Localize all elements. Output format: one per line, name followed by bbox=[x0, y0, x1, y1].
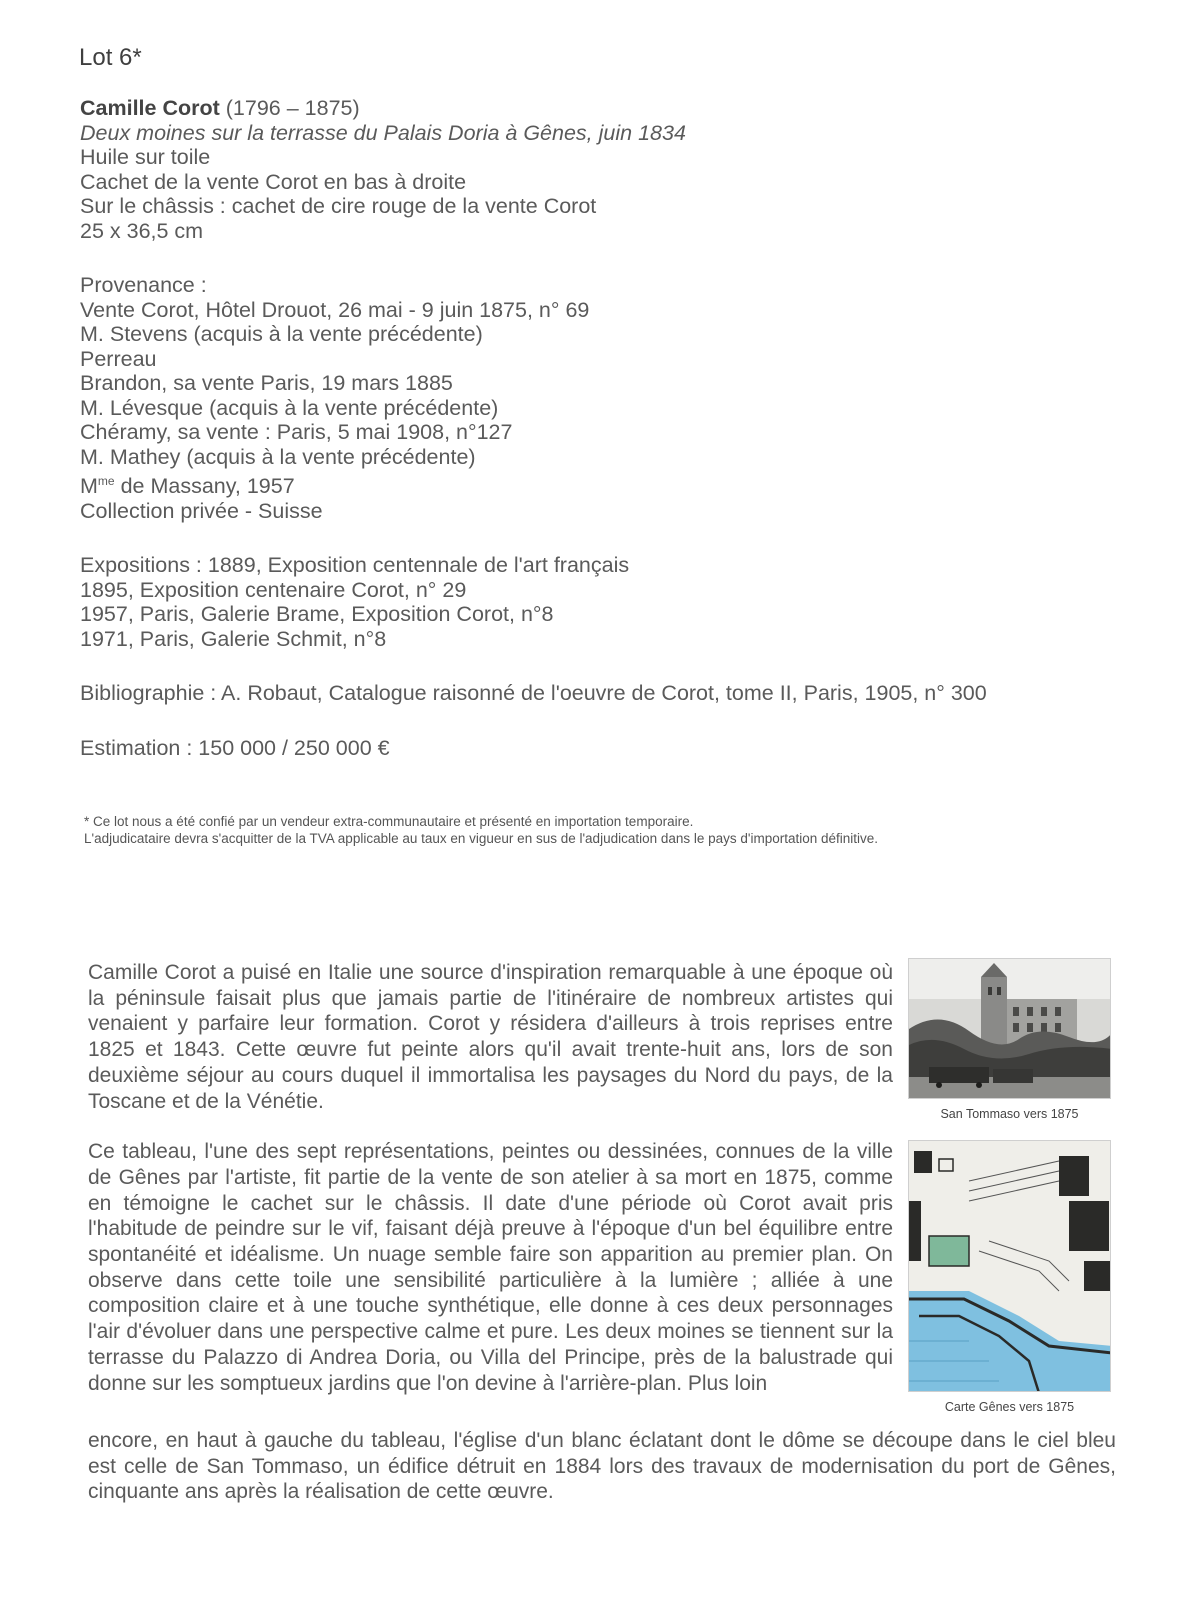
provenance-item: M. Lévesque (acquis à la vente précédente) bbox=[80, 395, 499, 420]
exhibition-item: 1957, Paris, Galerie Brame, Exposition Corot, n°8 bbox=[80, 602, 554, 627]
provenance-item bbox=[80, 469, 1120, 499]
artist-line bbox=[80, 96, 1120, 121]
estimate: Estimation : 150 000 / 250 000 € bbox=[80, 735, 390, 760]
provenance-item: Perreau bbox=[80, 346, 157, 371]
figure-caption: Carte Gênes vers 1875 bbox=[944, 1400, 1075, 1414]
genes-map-image bbox=[908, 1140, 1111, 1392]
essay-paragraph-2: Ce tableau, l'une des sept représentations, peintes ou dessinées, connues de la ville de Gênes par l'artiste, fit partie de la vente de son atelier à sa mort en 1875, comme en témoigne le cachet sur le châssis. Il date d'une période où Corot avait pris l'habitude de peindre sur le vif, faisant déjà preuve à l'époque d'un bel équilibre entre spontanéité et idéalisme. Un nuage semble faire son apparition au premier plan. On observe dans cette toile une sensibilité particulière à la lumière ; alliée à une composition claire et à une touche synthétique, elle donne à ces deux personnages l'air d'évoluer dans une perspective calme et pure. Les deux moines se tiennent sur la terrasse du Palazzo di Andrea Doria, ou Villa del Principe, près de la balustrade qui donne sur les somptueux jardins que l'on devine à l'arrière-plan. Plus loin bbox=[88, 1140, 893, 1395]
san-tommaso-photo bbox=[908, 958, 1111, 1099]
genes-map-illustration bbox=[909, 1141, 1111, 1392]
footnote-line-2: L'adjudicataire devra s'acquitter de la TVA applicable au taux en vigueur en sus de l'adjudication dans le pays d'importation définitive. bbox=[84, 831, 879, 846]
artwork-title: Deux moines sur la terrasse du Palais Doria à Gênes, juin 1834 bbox=[80, 120, 686, 145]
san-tommaso-illustration bbox=[909, 959, 1111, 1099]
lot-details bbox=[80, 96, 1120, 760]
artwork-dimensions: 25 x 36,5 cm bbox=[80, 218, 204, 243]
essay bbox=[88, 960, 893, 1396]
artist-name: Camille Corot bbox=[80, 96, 220, 120]
exhibitions-first: Expositions : 1889, Exposition centennale de l'art français bbox=[80, 553, 630, 578]
provenance-item: Chéramy, sa vente : Paris, 5 mai 1908, n°127 bbox=[80, 420, 513, 444]
lot-number: Lot 6* bbox=[79, 44, 142, 71]
mme-prefix: M bbox=[80, 474, 98, 499]
figure-caption: San Tommaso vers 1875 bbox=[940, 1107, 1079, 1121]
provenance-item: Collection privée - Suisse bbox=[80, 498, 323, 523]
essay-continuation: encore, en haut à gauche du tableau, l'église d'un blanc éclatant dont le dôme se découpe dans le ciel bleu est celle de San Tommaso, un édifice détruit en 1884 lors des travaux de modernisation du port de Gênes, cinquante ans après la réalisation de cette œuvre. bbox=[88, 1429, 1116, 1504]
mme-rest: de Massany, 1957 bbox=[114, 474, 295, 499]
essay-paragraph-1: Camille Corot a puisé en Italie une source d'inspiration remarquable à une époque où la péninsule faisait plus que jamais partie de l'itinéraire de nombreux artistes qui venaient y parfaire leur formation. Corot y résidera d'ailleurs à trois reprises entre 1825 et 1843. Cette œuvre fut peinte alors qu'il avait trente-huit ans, lors de son deuxième séjour au cours duquel il immortalisa les paysages du Nord du pays, de la Toscane et de la Vénétie. bbox=[88, 961, 893, 1113]
provenance-item: M. Stevens (acquis à la vente précédente) bbox=[80, 322, 483, 346]
artwork-stamp: Cachet de la vente Corot en bas à droite bbox=[80, 169, 467, 194]
artwork-frame-note: Sur le châssis : cachet de cire rouge de la vente Corot bbox=[80, 194, 597, 218]
provenance-item: Brandon, sa vente Paris, 19 mars 1885 bbox=[80, 371, 453, 395]
bibliography: Bibliographie : A. Robaut, Catalogue raisonné de l'oeuvre de Corot, tome II, Paris, 1905, n° 300 bbox=[80, 681, 987, 706]
figure-genes-map bbox=[908, 1140, 1111, 1414]
mme-superscript: me bbox=[97, 474, 115, 488]
provenance-item: M. Mathey (acquis à la vente précédente) bbox=[80, 444, 476, 469]
provenance-label: Provenance : bbox=[80, 273, 207, 297]
provenance-item: Vente Corot, Hôtel Drouot, 26 mai - 9 juin 1875, n° 69 bbox=[80, 297, 590, 322]
figure-san-tommaso bbox=[908, 958, 1111, 1121]
artwork-medium: Huile sur toile bbox=[80, 145, 211, 169]
footnote-line-1: * Ce lot nous a été confié par un vendeur extra-communautaire et présenté en importation temporaire. bbox=[84, 814, 694, 829]
exhibition-item: 1895, Exposition centenaire Corot, n° 29 bbox=[80, 577, 467, 602]
footnote bbox=[84, 813, 1144, 847]
artist-dates: (1796 – 1875) bbox=[225, 96, 360, 120]
exhibition-item: 1971, Paris, Galerie Schmit, n°8 bbox=[80, 626, 387, 651]
